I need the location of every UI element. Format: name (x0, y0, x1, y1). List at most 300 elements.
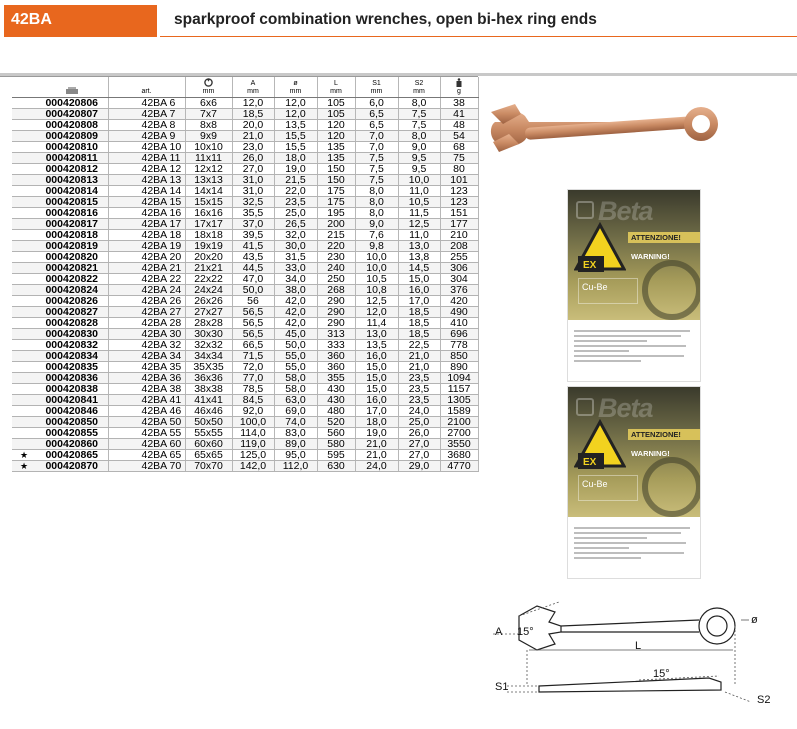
header-s1: S1 mm (355, 77, 398, 97)
row-code: 000420809 (36, 130, 108, 141)
row-l: 333 (317, 339, 355, 350)
row-size: 32x32 (185, 339, 232, 350)
row-l: 120 (317, 130, 355, 141)
header-code (36, 77, 108, 97)
row-code: 000420808 (36, 119, 108, 130)
row-size: 19x19 (185, 240, 232, 251)
row-art: 42BA 22 (108, 273, 185, 284)
row-art: 42BA 13 (108, 174, 185, 185)
brand-logo: Beta (598, 196, 653, 226)
row-s2: 11,5 (398, 207, 440, 218)
row-star (12, 306, 36, 317)
row-s2: 13,0 (398, 240, 440, 251)
row-star (12, 119, 36, 130)
header-l: L mm (317, 77, 355, 97)
row-a: 18,5 (232, 108, 274, 119)
row-d: 42,0 (274, 306, 317, 317)
table-row (12, 295, 478, 306)
row-code: 000420820 (36, 251, 108, 262)
dim-label-a: A (495, 626, 503, 638)
row-s1: 8,0 (355, 207, 398, 218)
row-g: 304 (440, 273, 478, 284)
row-g: 80 (440, 163, 478, 174)
row-art: 42BA 24 (108, 284, 185, 295)
row-art: 42BA 18 (108, 229, 185, 240)
row-g: 68 (440, 141, 478, 152)
row-s1: 16,0 (355, 350, 398, 361)
row-g: 850 (440, 350, 478, 361)
row-d: 83,0 (274, 427, 317, 438)
row-code: 000420850 (36, 416, 108, 427)
row-art: 42BA 70 (108, 460, 185, 471)
row-s2: 9,0 (398, 141, 440, 152)
table-row (12, 372, 478, 383)
row-star (12, 405, 36, 416)
row-s2: 18,5 (398, 328, 440, 339)
row-star (12, 350, 36, 361)
table-row (12, 460, 478, 471)
row-g: 490 (440, 306, 478, 317)
row-a: 92,0 (232, 405, 274, 416)
row-s2: 12,5 (398, 218, 440, 229)
row-s2: 11,0 (398, 229, 440, 240)
row-s1: 13,0 (355, 328, 398, 339)
row-art: 42BA 9 (108, 130, 185, 141)
row-code: 000420815 (36, 196, 108, 207)
ring-end-outline (699, 608, 735, 644)
dim-label-angle-top: 15° (517, 626, 534, 638)
row-star (12, 273, 36, 284)
row-size: 10x10 (185, 141, 232, 152)
header-size: mm (185, 77, 232, 97)
row-a: 39,5 (232, 229, 274, 240)
row-a: 71,5 (232, 350, 274, 361)
row-code: 000420832 (36, 339, 108, 350)
row-d: 32,0 (274, 229, 317, 240)
table-row (12, 196, 478, 207)
row-s1: 6,5 (355, 108, 398, 119)
row-star (12, 295, 36, 306)
row-art: 42BA 55 (108, 427, 185, 438)
row-star (12, 174, 36, 185)
row-l: 290 (317, 317, 355, 328)
row-art: 42BA 7 (108, 108, 185, 119)
row-size: 18x18 (185, 229, 232, 240)
row-s1: 7,5 (355, 163, 398, 174)
row-size: 27x27 (185, 306, 232, 317)
row-size: 6x6 (185, 97, 232, 108)
row-a: 142,0 (232, 460, 274, 471)
row-s2: 11,0 (398, 185, 440, 196)
label-image (568, 190, 700, 320)
row-g: 1589 (440, 405, 478, 416)
row-d: 15,5 (274, 130, 317, 141)
table-row (12, 108, 478, 119)
table-row (12, 262, 478, 273)
angle-top-line (519, 602, 559, 616)
ex-text: EX (583, 260, 597, 271)
title-bar (160, 5, 797, 37)
row-d: 42,0 (274, 295, 317, 306)
row-s2: 21,0 (398, 350, 440, 361)
warning-text: WARNING! (631, 449, 670, 458)
table-row (12, 405, 478, 416)
row-d: 50,0 (274, 339, 317, 350)
row-code: 000420816 (36, 207, 108, 218)
row-s2: 7,5 (398, 119, 440, 130)
row-l: 215 (317, 229, 355, 240)
row-star: ★ (12, 460, 36, 471)
row-size: 21x21 (185, 262, 232, 273)
row-l: 230 (317, 251, 355, 262)
row-g: 123 (440, 196, 478, 207)
row-d: 33,0 (274, 262, 317, 273)
row-l: 560 (317, 427, 355, 438)
row-star (12, 416, 36, 427)
row-star (12, 262, 36, 273)
row-art: 42BA 17 (108, 218, 185, 229)
table-row (12, 438, 478, 449)
row-code: 000420810 (36, 141, 108, 152)
row-size: 70x70 (185, 460, 232, 471)
row-s1: 18,0 (355, 416, 398, 427)
dim-label-s1: S1 (495, 681, 509, 693)
row-d: 45,0 (274, 328, 317, 339)
row-a: 26,0 (232, 152, 274, 163)
ex-text: EX (583, 457, 597, 468)
row-art: 42BA 20 (108, 251, 185, 262)
row-art: 42BA 36 (108, 372, 185, 383)
row-size: 20x20 (185, 251, 232, 262)
row-s2: 27,0 (398, 438, 440, 449)
row-code: 000420836 (36, 372, 108, 383)
row-d: 34,0 (274, 273, 317, 284)
row-g: 3680 (440, 449, 478, 460)
row-a: 41,5 (232, 240, 274, 251)
row-art: 42BA 38 (108, 383, 185, 394)
dimension-diagram (489, 598, 789, 723)
table-row (12, 163, 478, 174)
row-d: 58,0 (274, 383, 317, 394)
row-d: 30,0 (274, 240, 317, 251)
row-art: 42BA 16 (108, 207, 185, 218)
table-row (12, 328, 478, 339)
table-row (12, 185, 478, 196)
spec-table (12, 77, 479, 472)
row-star (12, 339, 36, 350)
row-art: 42BA 28 (108, 317, 185, 328)
row-a: 100,0 (232, 416, 274, 427)
page-header (0, 0, 797, 48)
row-code: 000420813 (36, 174, 108, 185)
table-row (12, 339, 478, 350)
material-text: Cu-Be (578, 475, 638, 501)
header-star (12, 77, 36, 97)
weight-icon (456, 78, 462, 87)
table-row (12, 306, 478, 317)
row-s1: 21,0 (355, 449, 398, 460)
table-row (12, 119, 478, 130)
barcode-icon (65, 87, 79, 95)
row-l: 240 (317, 262, 355, 273)
row-s2: 8,0 (398, 130, 440, 141)
row-d: 18,0 (274, 152, 317, 163)
row-star (12, 438, 36, 449)
row-g: 2700 (440, 427, 478, 438)
row-s2: 24,0 (398, 405, 440, 416)
row-a: 27,0 (232, 163, 274, 174)
row-code: 000420870 (36, 460, 108, 471)
row-s1: 15,0 (355, 361, 398, 372)
table-row (12, 317, 478, 328)
row-a: 31,0 (232, 185, 274, 196)
row-s2: 27,0 (398, 449, 440, 460)
row-s2: 29,0 (398, 460, 440, 471)
table-row (12, 383, 478, 394)
ring-graphic (642, 457, 700, 517)
row-s1: 15,0 (355, 383, 398, 394)
row-a: 20,0 (232, 119, 274, 130)
row-d: 26,5 (274, 218, 317, 229)
row-code: 000420812 (36, 163, 108, 174)
row-a: 47,0 (232, 273, 274, 284)
row-a: 56,5 (232, 317, 274, 328)
attention-text: ATTENZIONE! (628, 232, 700, 243)
row-s1: 7,5 (355, 152, 398, 163)
row-size: 34x34 (185, 350, 232, 361)
header-art: art. (108, 77, 185, 97)
row-d: 74,0 (274, 416, 317, 427)
row-s2: 23,5 (398, 372, 440, 383)
row-size: 28x28 (185, 317, 232, 328)
row-d: 15,5 (274, 141, 317, 152)
label-fine-print (574, 527, 696, 562)
label-fine-print (574, 330, 696, 365)
row-s2: 17,0 (398, 295, 440, 306)
row-g: 208 (440, 240, 478, 251)
row-s1: 10,8 (355, 284, 398, 295)
ring-hole-outline (707, 616, 727, 636)
row-s2: 13,8 (398, 251, 440, 262)
table-body (12, 97, 478, 471)
row-l: 480 (317, 405, 355, 416)
table-row (12, 449, 478, 460)
row-s2: 16,0 (398, 284, 440, 295)
row-a: 21,0 (232, 130, 274, 141)
row-g: 48 (440, 119, 478, 130)
row-s2: 18,5 (398, 317, 440, 328)
table-row (12, 207, 478, 218)
row-art: 42BA 35 (108, 361, 185, 372)
row-s1: 19,0 (355, 427, 398, 438)
row-s1: 12,5 (355, 295, 398, 306)
row-d: 95,0 (274, 449, 317, 460)
table-row (12, 416, 478, 427)
row-size: 17x17 (185, 218, 232, 229)
row-size: 8x8 (185, 119, 232, 130)
row-star (12, 361, 36, 372)
wrench-shape (491, 104, 718, 152)
wrench-photo (485, 100, 725, 160)
row-d: 63,0 (274, 394, 317, 405)
row-s1: 8,0 (355, 185, 398, 196)
row-s2: 23,5 (398, 383, 440, 394)
header-s2: S2 mm (398, 77, 440, 97)
row-code: 000420817 (36, 218, 108, 229)
row-code: 000420824 (36, 284, 108, 295)
row-s2: 10,5 (398, 196, 440, 207)
row-g: 420 (440, 295, 478, 306)
row-s1: 6,0 (355, 97, 398, 108)
row-size: 35X35 (185, 361, 232, 372)
row-d: 55,0 (274, 350, 317, 361)
row-g: 4770 (440, 460, 478, 471)
row-l: 595 (317, 449, 355, 460)
row-s2: 7,5 (398, 108, 440, 119)
table-row (12, 273, 478, 284)
row-s1: 12,0 (355, 306, 398, 317)
row-a: 31,0 (232, 174, 274, 185)
row-d: 12,0 (274, 108, 317, 119)
row-star (12, 185, 36, 196)
row-art: 42BA 60 (108, 438, 185, 449)
row-g: 890 (440, 361, 478, 372)
label-image (568, 387, 700, 517)
row-art: 42BA 15 (108, 196, 185, 207)
row-l: 195 (317, 207, 355, 218)
row-l: 135 (317, 152, 355, 163)
row-s1: 9,0 (355, 218, 398, 229)
row-star (12, 229, 36, 240)
row-g: 177 (440, 218, 478, 229)
row-size: 38x38 (185, 383, 232, 394)
row-l: 313 (317, 328, 355, 339)
row-g: 101 (440, 174, 478, 185)
row-l: 175 (317, 196, 355, 207)
table-row (12, 240, 478, 251)
row-l: 220 (317, 240, 355, 251)
row-art: 42BA 21 (108, 262, 185, 273)
row-d: 55,0 (274, 361, 317, 372)
product-code: 42BA (11, 11, 52, 28)
s2-dim-line (725, 692, 751, 702)
row-s1: 15,0 (355, 372, 398, 383)
row-size: 13x13 (185, 174, 232, 185)
row-s2: 23,5 (398, 394, 440, 405)
row-g: 210 (440, 229, 478, 240)
row-art: 42BA 50 (108, 416, 185, 427)
row-star (12, 141, 36, 152)
row-l: 355 (317, 372, 355, 383)
row-code: 000420821 (36, 262, 108, 273)
row-art: 42BA 10 (108, 141, 185, 152)
row-size: 55x55 (185, 427, 232, 438)
table-row (12, 361, 478, 372)
row-g: 54 (440, 130, 478, 141)
row-g: 376 (440, 284, 478, 295)
row-d: 38,0 (274, 284, 317, 295)
table-row (12, 218, 478, 229)
table-row (12, 350, 478, 361)
row-a: 114,0 (232, 427, 274, 438)
row-a: 125,0 (232, 449, 274, 460)
row-g: 38 (440, 97, 478, 108)
row-star (12, 196, 36, 207)
row-code: 000420814 (36, 185, 108, 196)
row-art: 42BA 46 (108, 405, 185, 416)
row-star (12, 251, 36, 262)
row-code: 000420860 (36, 438, 108, 449)
header-diameter: ø mm (274, 77, 317, 97)
row-code: 000420855 (36, 427, 108, 438)
row-star (12, 218, 36, 229)
row-star (12, 207, 36, 218)
row-g: 3550 (440, 438, 478, 449)
row-g: 1094 (440, 372, 478, 383)
row-star (12, 284, 36, 295)
table-row (12, 251, 478, 262)
row-code: 000420841 (36, 394, 108, 405)
row-s2: 8,0 (398, 97, 440, 108)
row-art: 42BA 11 (108, 152, 185, 163)
row-star (12, 427, 36, 438)
row-l: 250 (317, 273, 355, 284)
table-row (12, 174, 478, 185)
row-a: 37,0 (232, 218, 274, 229)
ring-graphic (642, 260, 700, 320)
row-art: 42BA 65 (108, 449, 185, 460)
table-row (12, 394, 478, 405)
row-a: 35,5 (232, 207, 274, 218)
row-a: 66,5 (232, 339, 274, 350)
row-art: 42BA 27 (108, 306, 185, 317)
row-size: 22x22 (185, 273, 232, 284)
row-star (12, 383, 36, 394)
row-code: 000420806 (36, 97, 108, 108)
row-l: 150 (317, 174, 355, 185)
brand-logo: Beta (598, 393, 653, 423)
row-g: 696 (440, 328, 478, 339)
dim-label-l: L (635, 640, 642, 652)
row-s1: 9,8 (355, 240, 398, 251)
row-a: 50,0 (232, 284, 274, 295)
row-star (12, 108, 36, 119)
diagram-drawing (489, 598, 789, 723)
row-size: 24x24 (185, 284, 232, 295)
row-d: 25,0 (274, 207, 317, 218)
row-l: 175 (317, 185, 355, 196)
row-size: 16x16 (185, 207, 232, 218)
row-s1: 7,6 (355, 229, 398, 240)
row-l: 290 (317, 295, 355, 306)
row-d: 69,0 (274, 405, 317, 416)
row-art: 42BA 26 (108, 295, 185, 306)
row-size: 36x36 (185, 372, 232, 383)
row-s1: 6,5 (355, 119, 398, 130)
row-l: 105 (317, 97, 355, 108)
row-size: 65x65 (185, 449, 232, 460)
row-code: 000420846 (36, 405, 108, 416)
row-d: 31,5 (274, 251, 317, 262)
row-l: 290 (317, 306, 355, 317)
row-s1: 8,0 (355, 196, 398, 207)
row-code: 000420838 (36, 383, 108, 394)
row-size: 12x12 (185, 163, 232, 174)
warning-label-1 (567, 189, 701, 382)
row-s2: 10,0 (398, 174, 440, 185)
row-d: 13,5 (274, 119, 317, 130)
row-s2: 15,0 (398, 273, 440, 284)
